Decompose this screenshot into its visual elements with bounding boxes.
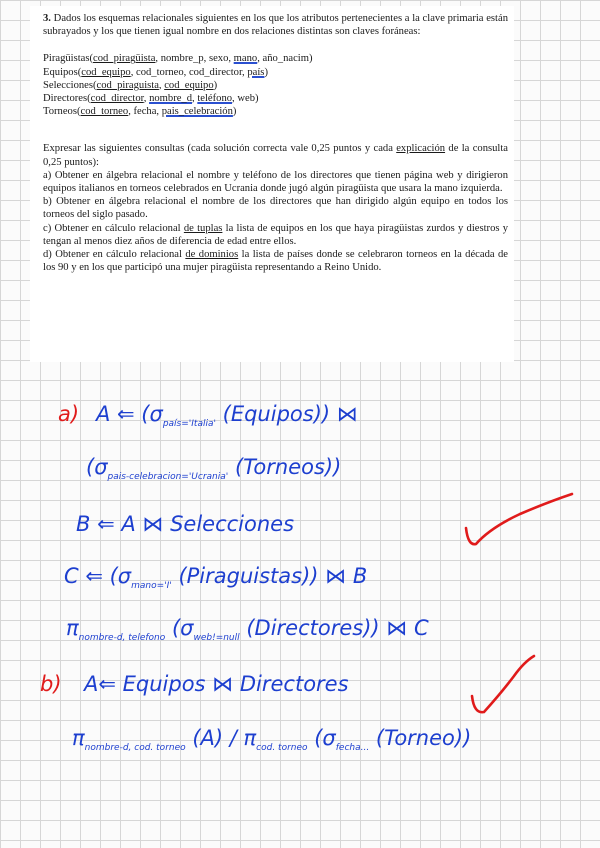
answer-a-line4 xyxy=(64,564,367,591)
marked-attribute: país xyxy=(247,66,265,78)
hw-text: (Torneos)) xyxy=(234,455,342,479)
attributes: , nombre_p, sexo, xyxy=(155,53,234,65)
hw-subscript: mano='I' xyxy=(131,581,172,592)
attributes: , xyxy=(158,79,165,91)
instructions-underlined: explicación xyxy=(396,143,446,155)
hw-text: A ⇐ (σ xyxy=(96,402,163,426)
answer-a-line1 xyxy=(96,402,358,429)
hw-text: (Directores)) ⋈ C xyxy=(246,616,429,640)
marked-attribute: mano xyxy=(233,53,258,65)
attributes: , fecha, xyxy=(128,106,162,118)
marked-attribute: nombre_d xyxy=(149,93,193,105)
primary-key: cod_equipo xyxy=(164,79,214,91)
hw-text: C ⇐ (σ xyxy=(64,564,132,588)
question-b: b) Obtener en álgebra relacional el nombre de los directores que han dirigido algún equipo en todos los torneos del siglo pasado. xyxy=(43,196,508,221)
question-d-text: d) Obtener en cálculo relacional xyxy=(43,249,186,261)
instructions-text: de la consulta 0,25 puntos): xyxy=(43,143,508,168)
attributes: ) xyxy=(232,106,237,118)
question-a: a) Obtener en álgebra relacional el nombre y teléfono de los directores que tienen página web y dirigieron equipos italianos en torneos celebrados en Ucrania donde jugó algún piragüista que usara la mano izquierda. xyxy=(43,169,508,195)
hw-subscript: cod. torneo xyxy=(256,743,308,754)
answer-a-line2 xyxy=(86,455,341,482)
intro-text: Dados los esquemas relacionales siguientes en los que los atributos pertenecientes a la clave primaria están subrayados y los que tienen igual nombre en dos relaciones distintas son claves foráneas: xyxy=(43,13,508,38)
hw-subscript: nombre-d, telefono xyxy=(78,633,166,644)
attributes: , xyxy=(143,93,150,105)
marked-attribute: pais_celebración xyxy=(161,106,233,118)
question-c-text: c) Obtener en cálculo relacional xyxy=(43,222,184,234)
hw-text: (Torneo)) xyxy=(375,726,472,750)
schema-name: Torneos( xyxy=(43,106,81,118)
question-number: 3. xyxy=(43,13,51,24)
answer-a-line5 xyxy=(66,616,429,643)
hw-text: (σ xyxy=(86,455,108,479)
answer-b-line1: A⇐ Equipos ⋈ Directores xyxy=(84,672,349,696)
hw-subscript: nombre-d, cod. torneo xyxy=(84,743,186,754)
question-c-underlined: de tuplas xyxy=(183,222,223,234)
question-d-underlined: de dominios xyxy=(185,249,239,261)
schema-name: Equipos( xyxy=(43,66,82,78)
question-d-text: la lista de países donde se celebraron torneos en la década de los 90 y en los que participó una mujer piragüista representando a Reino Unido. xyxy=(43,249,508,274)
hw-text: (σ xyxy=(314,726,336,750)
hw-text: (Piraguistas)) ⋈ B xyxy=(178,564,368,588)
primary-key: cod_torneo xyxy=(80,106,129,118)
primary-key: cod_director xyxy=(90,93,144,105)
attributes: , xyxy=(192,93,198,105)
answer-b-label: b) xyxy=(40,672,62,696)
instructions-text: Expresar las siguientes consultas (cada solución correcta vale 0,25 puntos y cada xyxy=(43,143,397,155)
answer-a-label: a) xyxy=(58,402,80,426)
primary-key: cod_piraguista xyxy=(96,79,159,91)
hw-text: (A) / π xyxy=(192,726,257,750)
hw-subscript: pais-celebracion='Ucrania' xyxy=(107,472,229,483)
marked-attribute: teléfono xyxy=(197,93,233,105)
hw-subscript: fecha... xyxy=(335,743,370,754)
check-mark-icon xyxy=(462,652,542,722)
hw-text: π xyxy=(66,616,79,640)
check-mark-icon xyxy=(460,488,578,552)
attributes: , cod_torneo, cod_director, xyxy=(130,66,248,78)
primary-key: cod_piragüista xyxy=(93,53,156,65)
hw-subscript: país='Italia' xyxy=(162,419,216,430)
attributes: ) xyxy=(264,66,268,78)
attributes: ) xyxy=(213,79,218,91)
hw-subscript: web!=null xyxy=(193,633,240,644)
question-c-text: la lista de equipos en los que haya piragüistas zurdos y diestros y tengan al menos diez años de diferencia de edad entre ellos. xyxy=(43,222,509,247)
attributes: , web) xyxy=(232,93,259,105)
schema-name: Piragüistas( xyxy=(43,53,94,65)
hw-text: (Equipos)) ⋈ xyxy=(222,402,358,426)
primary-key: cod_equipo xyxy=(81,66,131,78)
attributes: , año_nacim) xyxy=(257,53,313,65)
hw-text: (σ xyxy=(171,616,194,640)
schema-name: Selecciones( xyxy=(43,79,97,91)
hw-text: π xyxy=(72,726,85,750)
schema-name: Directores( xyxy=(43,93,91,105)
answer-a-line3: B ⇐ A ⋈ Selecciones xyxy=(76,512,295,536)
answer-b-line2 xyxy=(72,726,471,753)
